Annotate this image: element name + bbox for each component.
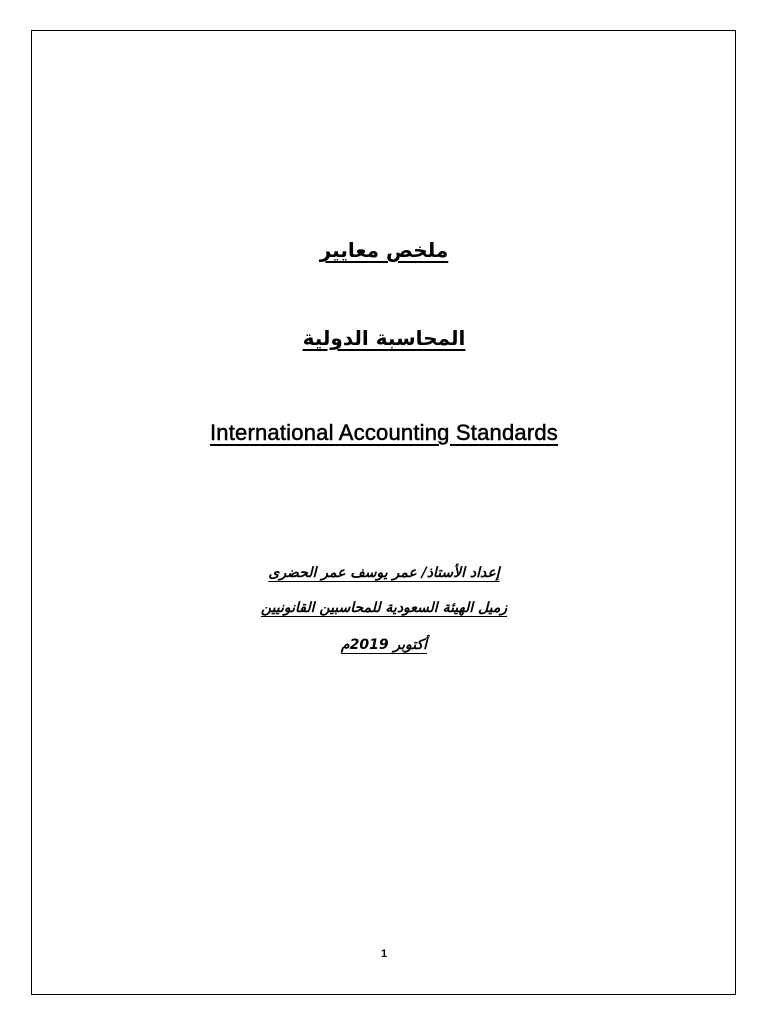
document-title-arabic-line-1: ملخص معايير (319, 238, 449, 262)
page-border (31, 30, 736, 995)
affiliation-line: زميل الهيئة السعودية للمحاسبين القانونيين (260, 600, 508, 616)
document-title-arabic-line-2: المحاسبة الدولية (302, 326, 466, 350)
document-title-english: International Accounting Standards (209, 420, 559, 445)
author-line: إعداد الأستاذ/ عمر يوسف عمر الحضرى (268, 565, 500, 581)
date-line: أكتوبر 2019م (340, 637, 428, 653)
page-number: 1 (380, 948, 388, 960)
